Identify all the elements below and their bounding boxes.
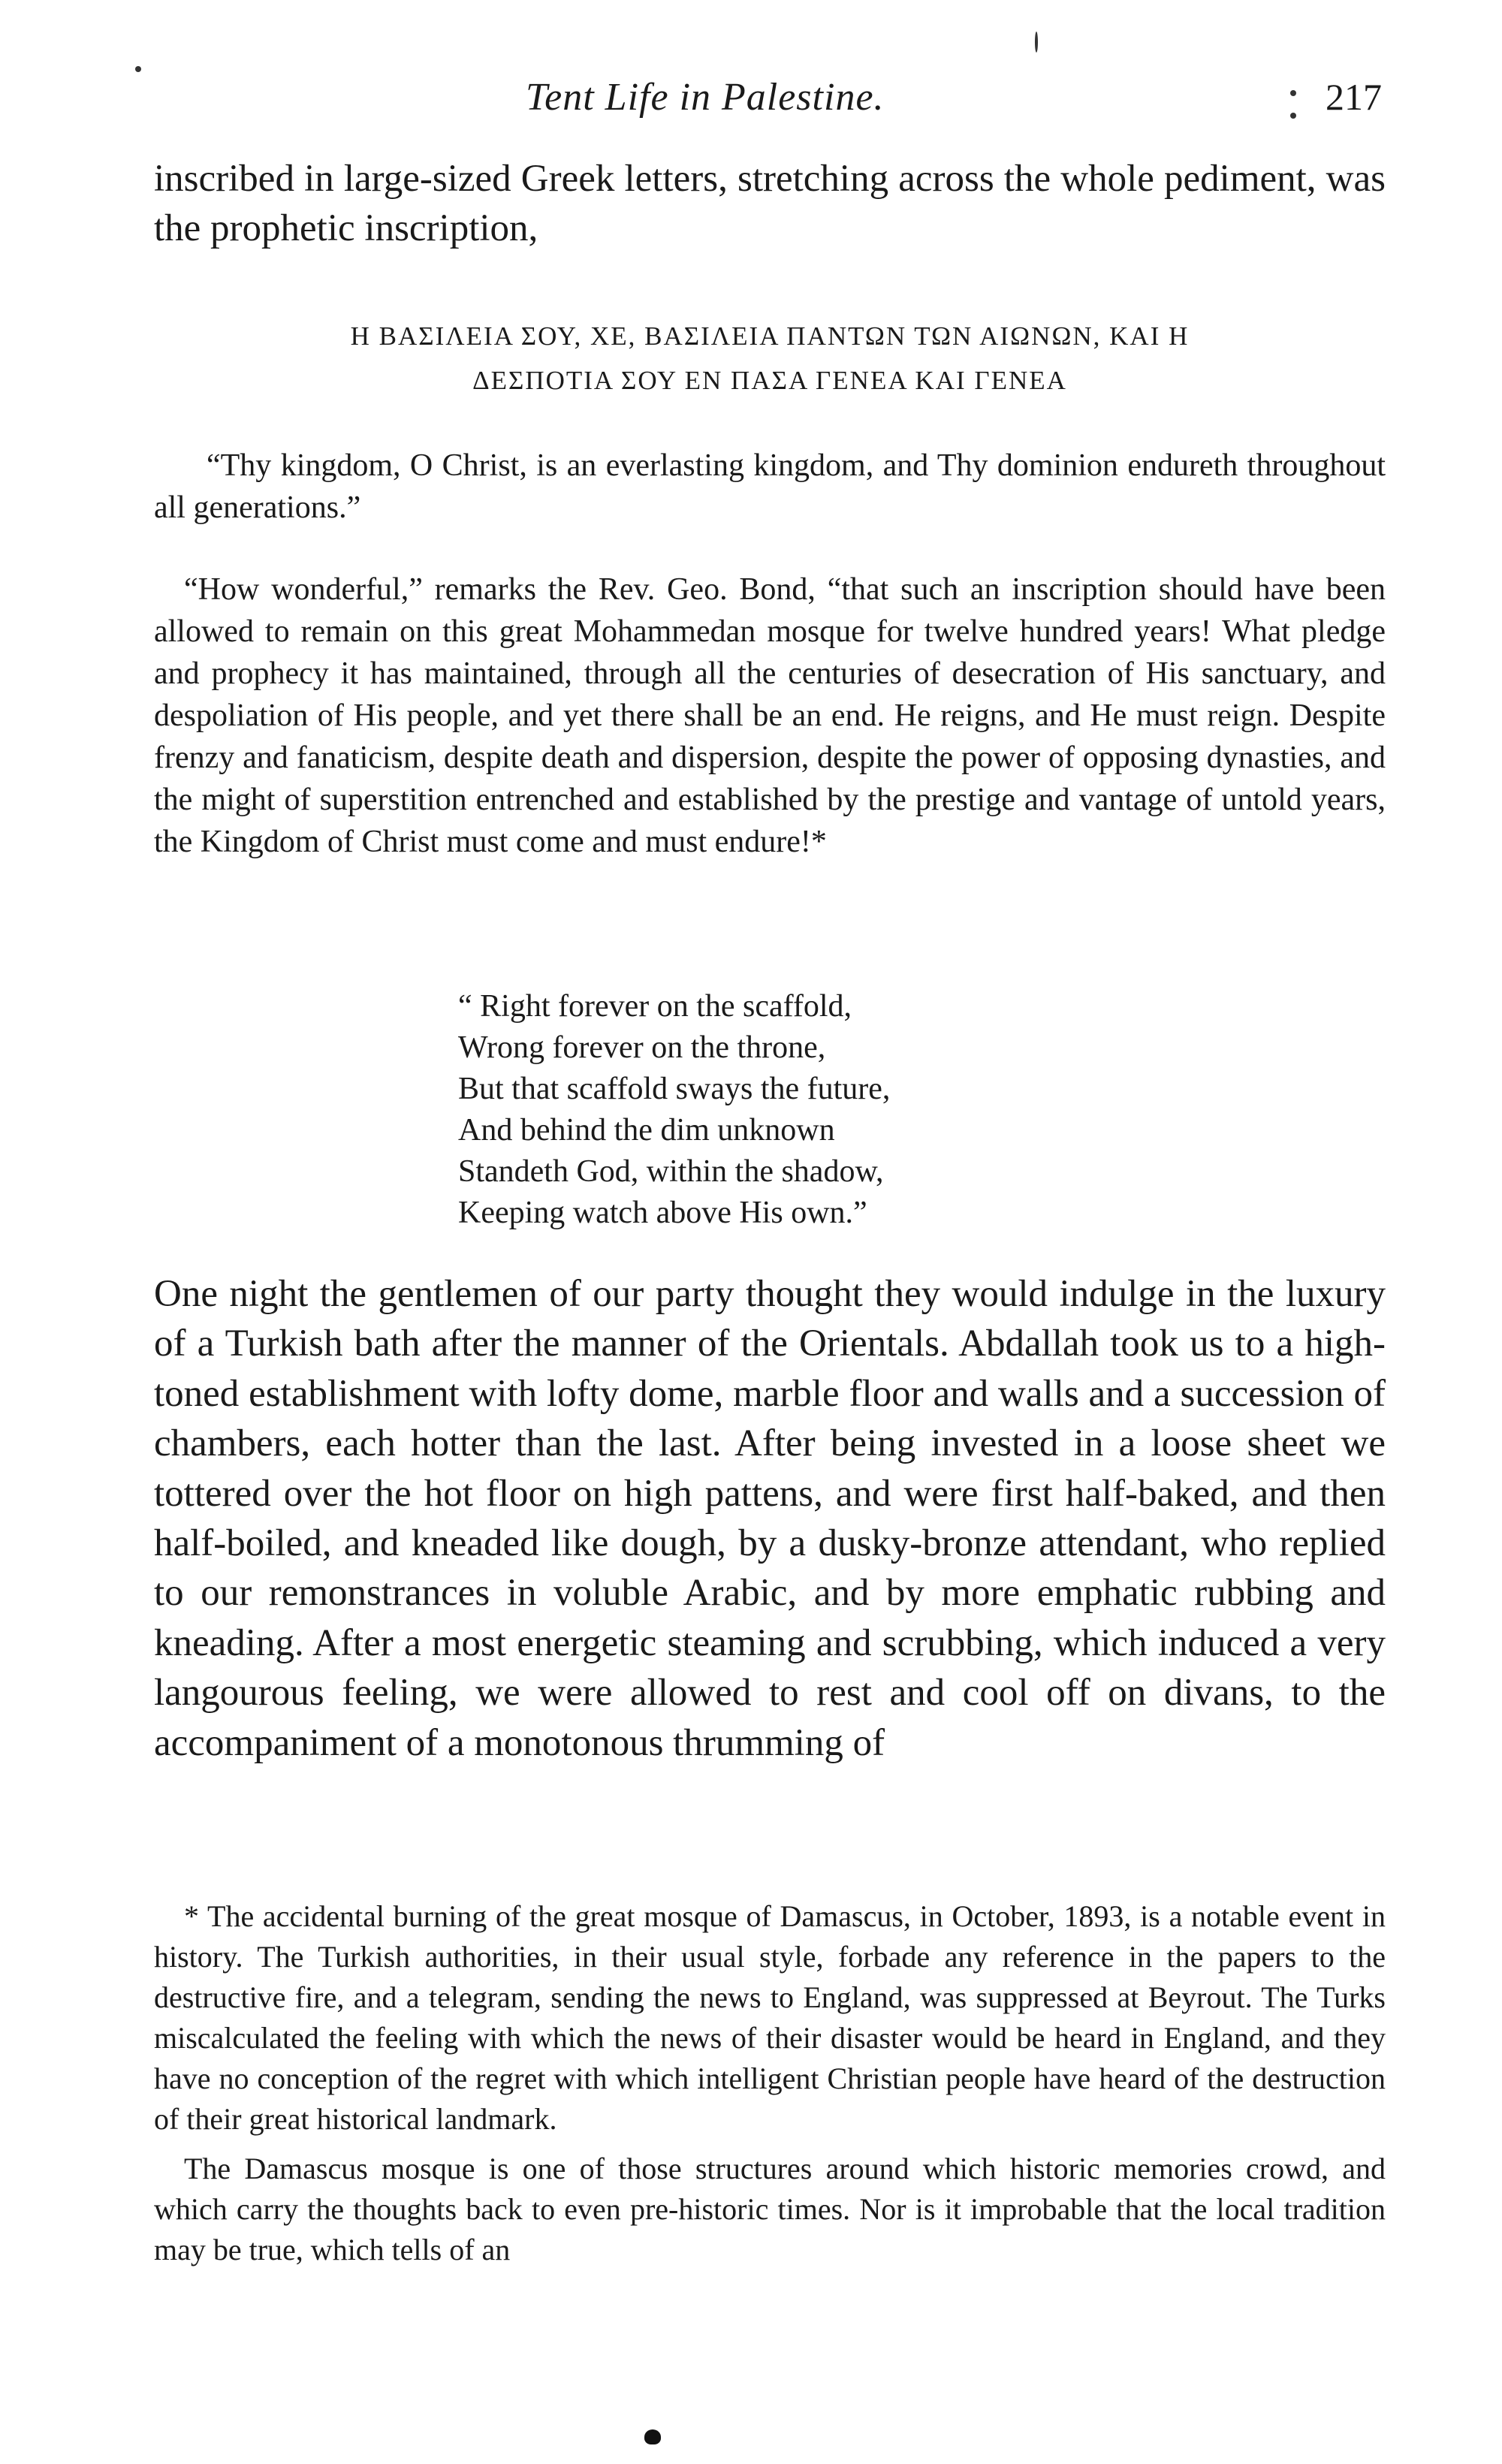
intro-paragraph: inscribed in large-sized Greek letters, stretching across the whole pediment, was the prophetic inscription,	[154, 158, 1386, 249]
bond-quote-paragraph: “How wonderful,” remarks the Rev. Geo. Bond, “that such an inscription should have been allowed to remain on this great Mohammedan mosque for twelve hundred years! What pledge and prophecy it has maintained, through all the centuries of desecration of His sanctuary, and despoliation of His people, and yet there shall be an end. He reigns, and He must reign. Despite frenzy and fanaticism, despite death and dispersion, despite the power of opposing dynasties, and the might of superstition entrenched and established by the prestige and vantage of untold years, the Kingdom of Christ must come and must endure!*	[154, 572, 1386, 859]
signature-mark	[644, 2429, 661, 2444]
greek-line-2: ΔΕΣΠΟΤΙΑ ΣΟΥ ΕΝ ΠΑΣΑ ΓΕΝΕΑ ΚΑΙ ΓΕΝΕΑ	[472, 366, 1067, 395]
poem-line-5: Standeth God, within the shadow,	[458, 1154, 884, 1189]
scan-speck	[1035, 32, 1038, 53]
running-title: Tent Life in Palestine.	[526, 76, 885, 119]
footnote-1: * The accidental burning of the great mosque of Damascus, in October, 1893, is a notable event in history. The Turkish authorities, in their usual style, forbade any reference in the papers to the destructive fire, and a telegram, sending the news to England, was suppressed at Beyrout. The Turks miscalculated the feeling with which the news of their disaster would be heard in England, and they have no conception of the regret with which intelligent Christian people have heard of the destruction of their great historical landmark.	[154, 1899, 1386, 2136]
page-number: 217	[1326, 76, 1382, 118]
translation-paragraph: “Thy kingdom, O Christ, is an everlasting kingdom, and Thy dominion endureth throughout all generations.”	[154, 448, 1386, 525]
poem-line-2: Wrong forever on the throne,	[458, 1030, 826, 1065]
greek-inscription	[154, 314, 1386, 403]
scan-speck	[1290, 90, 1296, 96]
scan-speck	[135, 66, 141, 72]
page-header	[150, 75, 1382, 135]
footnote-2: The Damascus mosque is one of those structures around which historic memories crowd, and which carry the thoughts back to even pre-historic times. Nor is it improbable that the local tradition may be true, which tells of an	[154, 2152, 1386, 2266]
poem-line-3: But that scaffold sways the future,	[458, 1072, 891, 1106]
footnotes	[154, 1896, 1386, 2279]
poem-line-4: And behind the dim unknown	[458, 1113, 835, 1148]
poem-line-1: “ Right forever on the scaffold,	[458, 989, 852, 1024]
poem-stanza	[458, 986, 1284, 1234]
poem-line-6: Keeping watch above His own.”	[458, 1196, 867, 1230]
main-paragraph: One night the gentlemen of our party thought they would indulge in the luxury of a Turkish bath after the manner of the Orientals. Abdallah took us to a high-toned establishment with lofty dome, marble floor and walls and a succession of chambers, each hotter than the last. After being invested in a loose sheet we tottered over the hot floor on high pattens, and were first half-baked, and then half-boiled, and kneaded like dough, by a dusky-bronze attendant, who replied to our remonstrances in voluble Arabic, and by more emphatic rubbing and kneading. After a most energetic steaming and scrubbing, which induced a very langourous feeling, we were allowed to rest and cool off on divans, to the accompaniment of a monotonous thrumming of	[154, 1273, 1386, 1764]
greek-line-1: Η ΒΑΣΙΛΕΙΑ ΣΟΥ, ΧΕ, ΒΑΣΙΛΕΙΑ ΠΑΝΤΩΝ ΤΩΝ ΑΙΩΝΩΝ, ΚΑΙ Η	[350, 321, 1190, 351]
scan-speck	[1290, 113, 1296, 119]
